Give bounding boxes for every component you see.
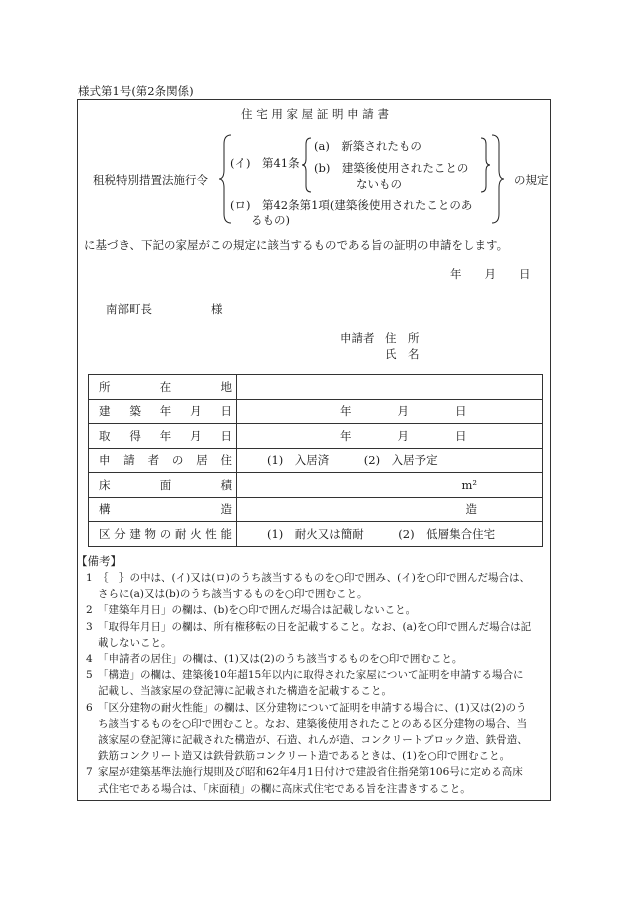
right-brace-outer [490, 135, 504, 223]
table-row [89, 522, 543, 547]
regulation-suffix: の規定 [514, 173, 549, 187]
option-i: (イ) 第41条 [230, 156, 300, 170]
form-title: 住 宅 用 家 屋 証 明 申 請 書 [241, 107, 389, 121]
property-details-table [88, 374, 543, 547]
form-number: 様式第1号(第2条関係) [78, 84, 194, 98]
table-row [89, 497, 543, 522]
note-5: 5 「構造」の欄は、建築後10年超15年以内に取得された家屋について証明を申請する場合に記載し、当該家屋の登記簿に記載された構造を記載すること。 [86, 669, 524, 698]
applicant-label: 申請者 [340, 331, 375, 345]
note-4: 4 「申請者の居住」の欄は、(1)又は(2)のうち該当するものを○印で囲むこと。 [86, 653, 463, 666]
option-b-line1: (b) 建築後使用されたことの [314, 161, 469, 175]
remarks-title: 【備考】 [76, 554, 122, 568]
option-ro-line2: るもの) [251, 213, 290, 227]
residence-options: (1) 入居済 (2) 入居予定 [267, 453, 438, 468]
table-row [89, 375, 543, 400]
option-a: (a) 新築されたもの [314, 139, 422, 153]
left-brace-inner [302, 138, 312, 192]
addressee-honorific: 様 [211, 302, 223, 316]
table-row [89, 473, 543, 498]
note-7: 7 家屋が建築基準法施行規則及び昭和62年4月1日付けで建設省住指発第106号に定める高床式住宅である場合は、「床面積」の欄に高床式住宅である旨を注書きすること。 [86, 766, 523, 795]
row-label-construction-date: 建築年月日 [99, 404, 232, 419]
note-2: 2 「建築年月日」の欄は、(b)を○印で囲んだ場合は記載しないこと。 [86, 604, 417, 617]
row-label-residence: 申請者の居住 [99, 453, 232, 468]
row-label-floor-area: 床面積 [99, 477, 232, 492]
fire-resistance-options: (1) 耐火又は簡耐 (2) 低層集合住宅 [267, 526, 496, 541]
row-label-location: 所在地 [99, 379, 232, 394]
table-row [89, 448, 543, 473]
table-row [89, 424, 543, 449]
row-label-structure: 構造 [99, 502, 232, 517]
row-label-acquisition-date: 取得年月日 [99, 428, 232, 443]
floor-area-field: m² [461, 477, 477, 492]
row-label-fire-resistance: 区分建物の耐火性能 [99, 526, 232, 541]
note-6: 6 「区分建物の耐火性能」の欄は、区分建物について証明を申請する場合に、(1)又は(2)のうち該当するものを○印で囲むこと。なお、建築後使用されたことのある区分建物の場合、当該家屋の登記簿に記載された構造が、石造、れんが造、コンクリートブロック造、鉄骨造、鉄筋コンクリート造又は鉄骨鉄筋コンクリート造であるときは、(1)を○印で囲むこと。 [86, 701, 528, 763]
acquisition-date-field: 年 月 日 [340, 428, 467, 443]
table-row [89, 399, 543, 424]
remarks-list [86, 570, 532, 797]
name-label: 氏 名 [385, 347, 420, 361]
right-brace-inner [480, 138, 490, 192]
note-1: 1 ｛ ｝の中は、(イ)又は(ロ)のうち該当するものを○印で囲み、(イ)を○印で囲んだ場合は、さらに(a)又は(b)のうち該当するものを○印で囲むこと。 [86, 572, 531, 601]
application-statement: に基づき、下記の家屋がこの規定に該当するものである旨の証明の申請をします。 [84, 238, 509, 252]
structure-field: 造 [465, 502, 477, 517]
construction-date-field: 年 月 日 [340, 404, 467, 419]
law-name: 租税特別措置法施行令 [93, 173, 208, 187]
date-line: 年 月 日 [450, 267, 531, 281]
address-label: 住 所 [385, 331, 420, 345]
note-3: 3 「取得年月日」の欄は、所有権移転の日を記載すること。なお、(a)を○印で囲んだ場合は記載しないこと。 [86, 620, 532, 649]
addressee: 南部町長 [106, 302, 152, 316]
option-b-line2: ないもの [356, 177, 402, 191]
option-ro-line1: (ロ) 第42条第1項(建築後使用されたことのあ [230, 198, 473, 212]
